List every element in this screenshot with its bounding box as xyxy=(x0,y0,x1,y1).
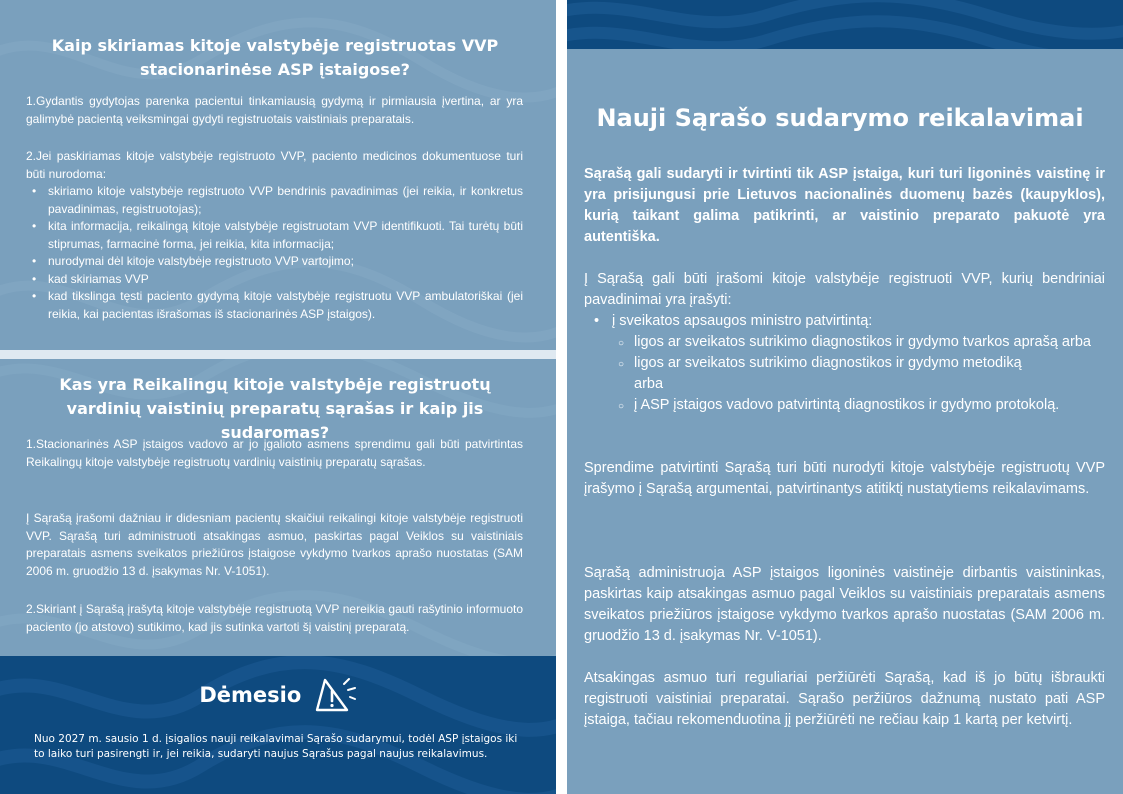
section2-paragraph-3: 2.Skiriant į Sąrašą įrašytą kitoje valstybėje registruotą VVP nereikia gauti rašytinio informuoto paciento (jo atstovo) sutikimo, kad jis sutinka vartoti šį vaistinį preparatą. xyxy=(26,602,523,634)
section1-bullet-list xyxy=(26,183,523,323)
megaphone-icon xyxy=(313,676,357,716)
sub-list xyxy=(612,332,1105,416)
attention-title: Dėmesio xyxy=(199,683,302,707)
paragraph-3: Sprendime patvirtinti Sąrašą turi būti nurodyti kitoje valstybėje registruotų VVP įrašymo į Sąrašą argumentai, patvirtinantys atitiktį nustatytiems reikalavimams. xyxy=(584,460,1105,497)
list-item: • kad tikslinga tęsti paciento gydymą kitoje valstybėje registruotu VVP ambulatoriškai (jei reikia, kai pacientas išrašomas iš stacionarinės ASP įstaigos). xyxy=(26,288,523,323)
section2-paragraph-1: 1.Stacionarinės ASP įstaigos vadovo ar jo įgalioto asmens sprendimu gali būti patvirtintas Reikalingų kitoje valstybėje registruotų vardinių vaistinių preparatų sąrašas. xyxy=(26,437,523,469)
requirements-list xyxy=(584,311,1105,416)
attention-heading xyxy=(0,676,556,716)
section1-title: Kaip skiriamas kitoje valstybėje registruotas VVP stacionarinėse ASP įstaigose? xyxy=(51,36,499,79)
list-item: • nurodymai dėl kitoje valstybėje registruoto VVP vartojimo; xyxy=(26,253,523,271)
section1-paragraph-2: 2.Jei paskiriamas kitoje valstybėje registruoto VVP, paciento medicinos dokumentuose turi būti nurodoma: xyxy=(26,149,523,181)
sub-list-item: ○ ligos ar sveikatos sutrikimo diagnostikos ir gydymo metodiką arba xyxy=(612,353,1105,395)
paragraph-5: Atsakingas asmuo turi reguliariai peržiūrėti Sąrašą, kad iš jo būtų išbraukti registruoti vaistiniai preparatai. Sąrašo peržiūros dažnumą nustato pati ASP įstaiga, tačiau rekomenduotina jį peržiūrėti ne rečiau kaip 1 kartą per ketvirtį. xyxy=(584,670,1105,728)
paragraph-2: Į Sąrašą gali būti įrašomi kitoje valstybėje registruoti VVP, kurių bendriniai pavadinimai yra įrašyti: xyxy=(584,271,1105,308)
wave-pattern xyxy=(567,0,1123,49)
paragraph-4: Sąrašą administruoja ASP įstaigos ligoninės vaistinėje dirbantis vaistininkas, paskirtas kaip atsakingas asmuo pagal Veiklos su vaistiniais preparatais asmens sveikatos priežiūros įstaigose vykdymo tvarkos aprašo nuostatas (SAM 2006 m. gruodžio 13 d. įsakymas Nr. V-1051). xyxy=(584,565,1105,644)
attention-note: Nuo 2027 m. sausio 1 d. įsigalios nauji reikalavimai Sąrašo sudarymui, todėl ASP įstaigos iki to laiko turi pasirengti ir, jei reikia, sudaryti naujus Sąrašus pagal naujus reikalavimus. xyxy=(34,733,518,760)
section2-title: Kas yra Reikalingų kitoje valstybėje registruotų vardinių vaistinių preparatų sąrašas ir kaip jis sudaromas? xyxy=(59,375,491,442)
sub-list-item: ○ ligos ar sveikatos sutrikimo diagnostikos ir gydymo tvarkos aprašą arba xyxy=(612,332,1105,353)
list-item: • skiriamo kitoje valstybėje registruoto VVP bendrinis pavadinimas (jei reikia, ir konkretus pavadinimas, registruotojas); xyxy=(26,183,523,218)
list-item: • kad skiriamas VVP xyxy=(26,271,523,289)
page-title: Nauji Sąrašo sudarymo reikalavimai xyxy=(596,104,1084,132)
section1-paragraph-1: 1.Gydantis gydytojas parenka pacientui tinkamiausią gydymą ir pirmiausia įvertina, ar yra galimybė pacientą veiksmingai gydyti registruotais vaistiniais preparatais. xyxy=(26,94,523,126)
list-item-label: į sveikatos apsaugos ministro patvirtintą: xyxy=(612,313,873,329)
section2-paragraph-2: Į Sąrašą įrašomi dažniau ir didesniam pacientų skaičiui reikalingi kitoje valstybėje registruoti VVP. Sąrašą turi administruoti atsakingas asmuo, paskirtas pagal Veiklos su vaistiniais preparatais asmens sveikatos priežiūros įstaigose vykdymo tvarkos aprašo nuostatas (SAM 2006 m. gruodžio 13 d. įsakymas Nr. V-1051). xyxy=(26,511,523,578)
intro-paragraph xyxy=(584,164,1105,248)
sub-list-item: ○ į ASP įstaigos vadovo patvirtintą diagnostikos ir gydymo protokolą. xyxy=(612,395,1105,416)
section-divider xyxy=(0,350,556,359)
right-header-band xyxy=(567,0,1123,49)
list-item: • kita informacija, reikalingą kitoje valstybėje registruotam VVP identifikuoti. Tai turėtų būti stiprumas, farmacinė forma, jei reikia, kita informacija; xyxy=(26,218,523,253)
list-item xyxy=(584,311,1105,416)
intro-bold-text: Sąrašą gali sudaryti ir tvirtinti tik ASP įstaiga, kuri turi ligoninės vaistinę ir yra prisijungusi prie Lietuvos nacionalinės duomenų bazės (kaupyklos), kurią taikant galima patikrinti, ar vaistinio preparato pakuotė yra autentiška. xyxy=(584,166,1105,245)
